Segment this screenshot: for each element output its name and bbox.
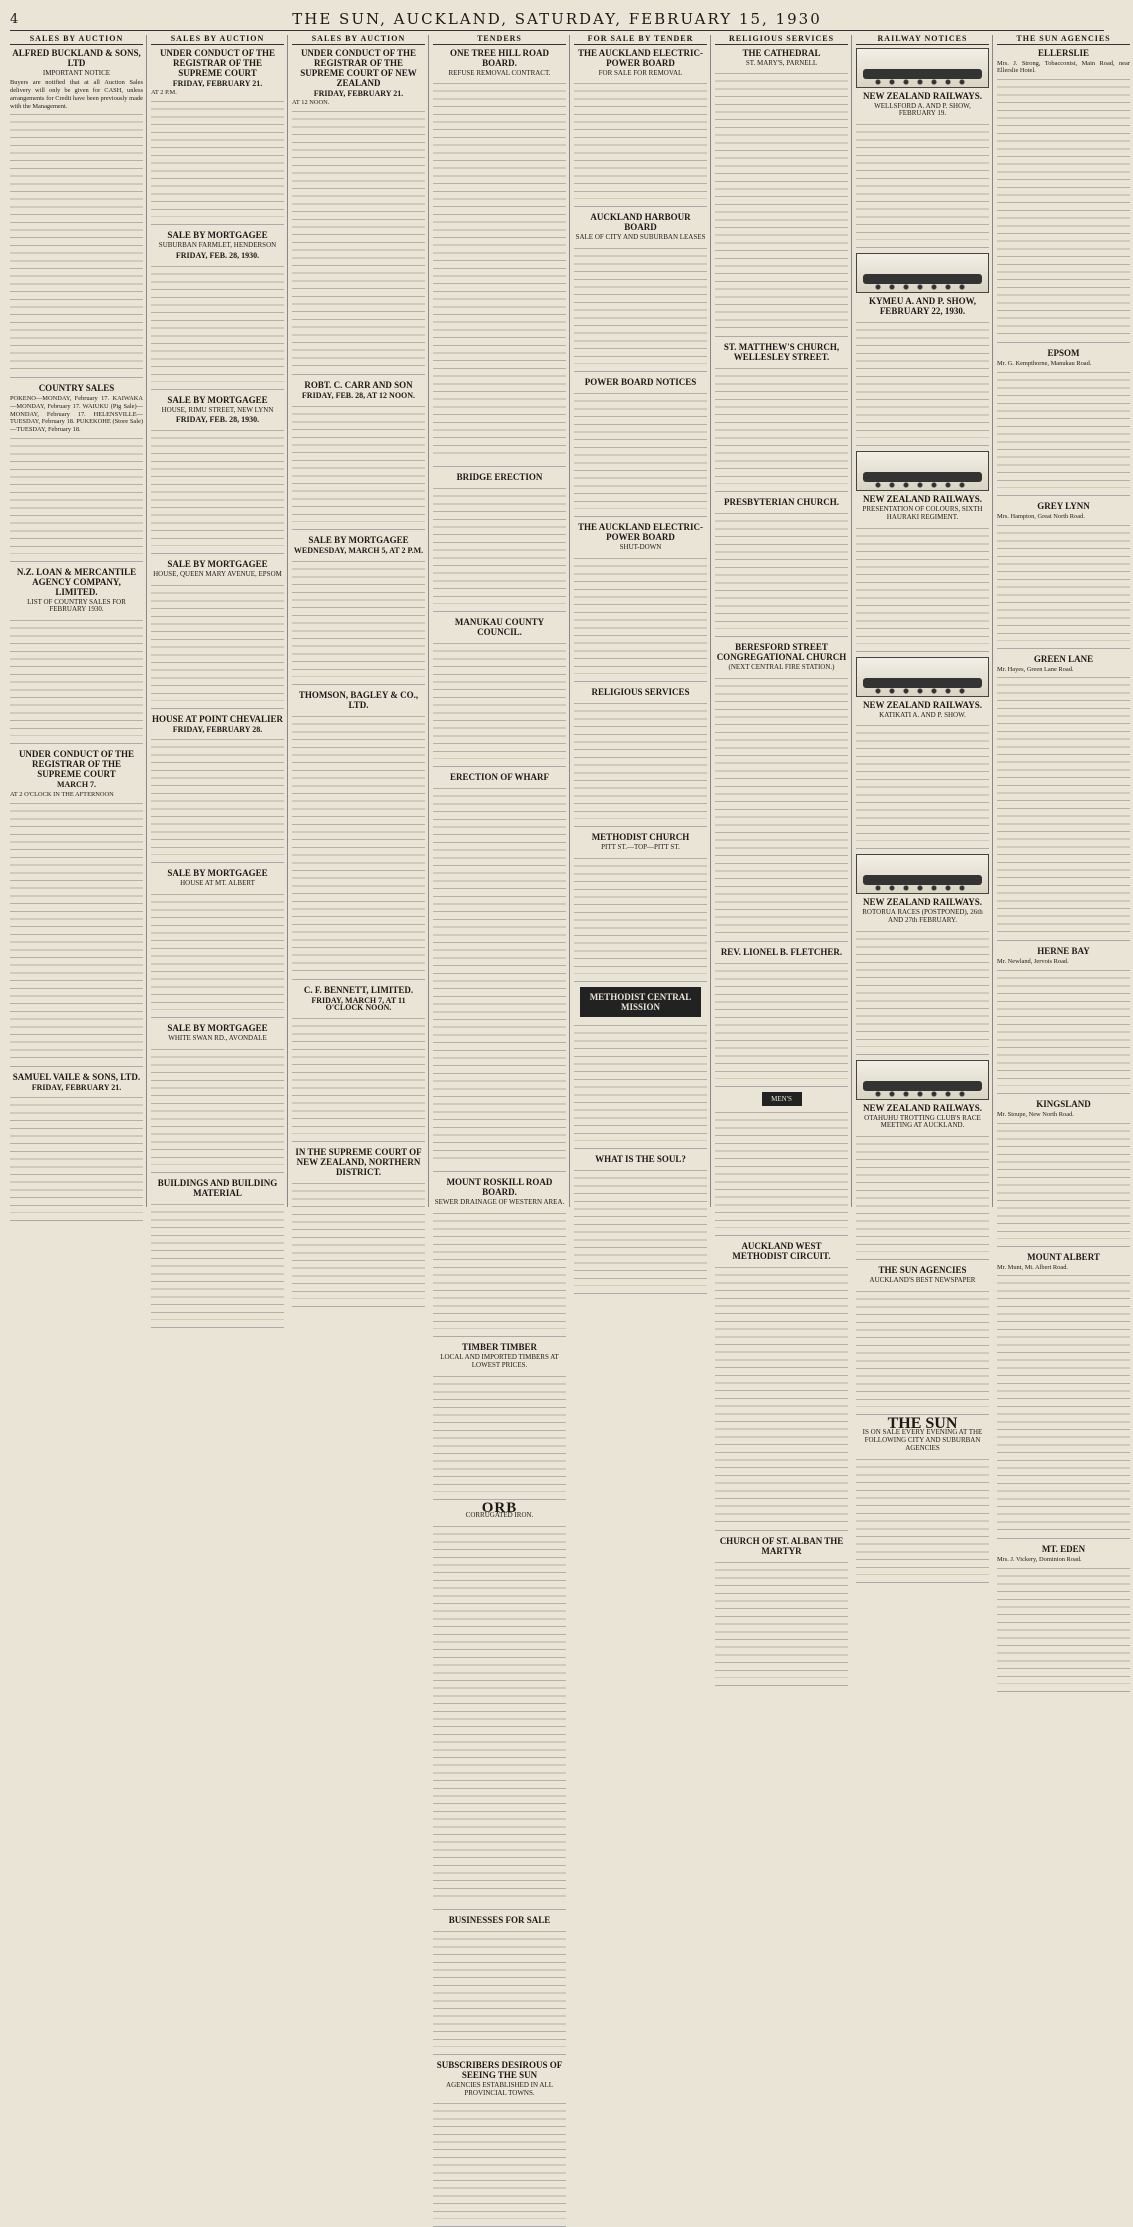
column-header: TENDERS	[433, 35, 566, 45]
ad-heading: SAMUEL VAILE & SONS, LTD.	[12, 1071, 141, 1082]
advertisement	[151, 1023, 284, 1173]
advertisement	[292, 985, 425, 1142]
ad-heading: AUCKLAND HARBOUR BOARD	[590, 212, 691, 233]
ad-subheading: AUCKLAND'S BEST NEWSPAPER	[869, 1276, 976, 1285]
ad-heading: THOMSON, BAGLEY & CO., LTD.	[298, 689, 419, 710]
fine-print-block	[151, 262, 284, 382]
ad-heading: ST. MATTHEW'S CHURCH, WELLESLEY STREET.	[723, 342, 840, 363]
ad-heading: MOUNT ALBERT	[1027, 1251, 1100, 1262]
advertisement	[433, 617, 566, 767]
fine-print-block	[433, 784, 566, 1164]
ad-heading: THE SUN AGENCIES	[878, 1265, 967, 1276]
fine-print-block	[856, 927, 989, 1047]
ad-body-text: Mrs. Hampton, Great North Road.	[997, 512, 1085, 520]
ad-subheading: WHITE SWAN RD., AVONDALE	[168, 1034, 267, 1043]
fine-print-block	[10, 616, 143, 736]
advertisement	[997, 48, 1130, 343]
fine-print-block	[715, 364, 848, 484]
fine-print-block	[715, 69, 848, 329]
ad-heading: BUILDINGS AND BUILDING MATERIAL	[157, 1177, 278, 1198]
fine-print-block	[433, 1372, 566, 1492]
column-header: RELIGIOUS SERVICES	[715, 35, 848, 45]
ad-subheading: (NEXT CENTRAL FIRE STATION.)	[728, 663, 835, 672]
ad-body-text: Mr. G. Kempthorne, Manukau Road.	[997, 360, 1092, 368]
locomotive-illustration	[856, 854, 989, 894]
fine-print-block	[715, 1558, 848, 1678]
ad-heading: MOUNT ROSKILL ROAD BOARD.	[446, 1177, 553, 1198]
fine-print-block	[433, 1522, 566, 1902]
ad-heading: IN THE SUPREME COURT OF NEW ZEALAND, NORTHERN DISTRICT.	[295, 1146, 422, 1177]
ad-body-text: AT 2 P.M.	[151, 89, 177, 97]
ad-body-text: AT 2 O'CLOCK IN THE AFTERNOON	[10, 790, 114, 798]
ad-heading: METHODIST CENTRAL MISSION	[580, 987, 701, 1017]
ad-subheading: LIST OF COUNTRY SALES FOR FEBRUARY 1930.	[27, 597, 126, 614]
ad-body-text: Mr. Newland, Jervois Road.	[997, 958, 1069, 966]
fine-print-block	[10, 110, 143, 370]
advertisement	[433, 1177, 566, 1337]
ad-subheading: SEWER DRAINAGE OF WESTERN AREA.	[434, 1198, 565, 1207]
fine-print-block	[574, 554, 707, 674]
ad-date: FRIDAY, MARCH 7, AT 11 O'CLOCK NOON.	[311, 995, 406, 1013]
ad-heading: POWER BOARD NOTICES	[584, 377, 697, 388]
ad-heading: THE AUCKLAND ELECTRIC-POWER BOARD	[577, 522, 704, 543]
ad-body-text: Mr. Stoupe, New North Road.	[997, 1110, 1074, 1118]
advertisement	[997, 348, 1130, 496]
ad-heading: NEW ZEALAND RAILWAYS.	[863, 699, 982, 710]
fine-print-block	[574, 1166, 707, 1286]
fine-print-block	[292, 557, 425, 677]
ad-subheading: LOCAL AND IMPORTED TIMBERS AT LOWEST PRICES.	[440, 1353, 559, 1369]
fine-print-block	[151, 1200, 284, 1320]
ad-subheading: KATIKATI A. AND P. SHOW.	[879, 710, 966, 719]
ad-heading: SALE BY MORTGAGEE	[167, 230, 268, 241]
ad-body-text: Mrs. J. Vickery, Dominion Road.	[997, 1556, 1082, 1564]
locomotive-illustration	[856, 48, 989, 88]
advertisement	[151, 1178, 284, 1328]
ad-subheading: FOR SALE FOR REMOVAL	[598, 68, 683, 77]
advertisement	[715, 497, 848, 637]
advertisement	[433, 1342, 566, 1499]
fine-print-block	[574, 854, 707, 974]
advertisement	[856, 657, 989, 850]
advertisement	[151, 230, 284, 389]
fine-print-block	[10, 799, 143, 1059]
ad-heading: RELIGIOUS SERVICES	[591, 686, 690, 697]
column-header: SALES BY AUCTION	[292, 35, 425, 45]
advertisement	[433, 472, 566, 612]
column-header: SALES BY AUCTION	[151, 35, 284, 45]
ad-subheading: HOUSE, QUEEN MARY AVENUE, EPSOM	[153, 569, 282, 578]
advertisement	[292, 1147, 425, 1307]
fine-print-block	[715, 1108, 848, 1228]
ad-heading: SUBSCRIBERS DESIROUS OF SEEING THE SUN	[436, 2059, 563, 2080]
ad-body-text: POKENO—MONDAY, February 17. KAIWAKA—MONDAY, February 17. WAIUKU (Pig Sale)—MONDAY, February 17. HELENSVILLE—TUESDAY, February 18. PUKEKOHE (Store Sale)—TUESDAY, February 18.	[10, 395, 143, 434]
fine-print-block	[433, 1209, 566, 1329]
ad-subheading: ST. MARY'S, PARNELL	[745, 58, 818, 67]
ad-heading: SALE BY MORTGAGEE	[167, 868, 268, 879]
ad-heading: UNDER CONDUCT OF THE REGISTRAR OF THE SUPREME COURT	[159, 47, 276, 78]
advertisement	[151, 559, 284, 709]
advertisement	[151, 395, 284, 554]
ad-heading: HERNE BAY	[1037, 946, 1090, 957]
fine-print-block	[997, 75, 1130, 335]
fine-print-block	[574, 389, 707, 509]
ad-heading: ROBT. C. CARR AND SON	[304, 380, 413, 391]
fine-print-block	[574, 79, 707, 199]
fine-print-block	[292, 1179, 425, 1299]
column-8	[997, 34, 1133, 1564]
advertisement	[856, 253, 989, 446]
ad-subheading: OTAHUHU TROTTING CLUB'S RACE MEETING AT AUCKLAND.	[864, 1113, 981, 1130]
advertisement	[292, 690, 425, 980]
column-6	[715, 34, 852, 1557]
advertisement	[997, 946, 1130, 1094]
fine-print-block	[292, 712, 425, 972]
advertisement	[856, 451, 989, 651]
advertisement	[433, 772, 566, 1172]
ad-heading: ERECTION OF WHARF	[449, 772, 549, 783]
ad-date: FRIDAY, FEBRUARY 28.	[172, 724, 263, 734]
column-header: THE SUN AGENCIES	[997, 35, 1130, 45]
ad-body-text: Mrs. J. Strong, Tobacconist, Main Road, near Ellerslie Hotel.	[997, 59, 1130, 75]
advertisement	[151, 714, 284, 864]
fine-print-block	[715, 674, 848, 934]
fine-print-block	[856, 1287, 989, 1407]
locomotive-illustration	[856, 1060, 989, 1100]
newspaper-title: THE SUN, AUCKLAND, SATURDAY, FEBRUARY 15, 1930	[292, 10, 822, 28]
fine-print-block	[292, 107, 425, 367]
advertisement	[433, 2060, 566, 2227]
advertisement	[574, 212, 707, 372]
advertisement	[433, 1499, 566, 1910]
fine-print-block	[997, 1271, 1130, 1531]
fine-print-block	[997, 368, 1130, 488]
ad-subheading: SUBURBAN FARMLET, HENDERSON	[158, 241, 277, 250]
advertisement	[997, 1252, 1130, 1540]
fine-print-block	[715, 959, 848, 1079]
advertisement	[856, 1060, 989, 1260]
ad-date: FRIDAY, FEBRUARY 21.	[313, 88, 404, 98]
ad-subheading: PRESENTATION OF COLOURS, SIXTH HAURAKI REGIMENT.	[862, 505, 983, 521]
advertisement	[574, 832, 707, 982]
ad-subheading: SHUT-DOWN	[619, 543, 662, 552]
locomotive-illustration	[856, 451, 989, 491]
column-3	[292, 35, 429, 1207]
advertisement	[715, 947, 848, 1087]
ad-subheading: AGENCIES ESTABLISHED IN ALL PROVINCIAL TOWNS.	[446, 2080, 553, 2097]
fine-print-block	[574, 699, 707, 819]
ad-subheading: CORRUGATED IRON.	[465, 1511, 534, 1520]
advertisement	[574, 522, 707, 682]
fine-print-block	[856, 318, 989, 438]
ad-heading: MT. EDEN	[1041, 1544, 1086, 1555]
ad-date: FRIDAY, FEB. 28, AT 12 NOON.	[301, 391, 416, 401]
ad-date: MARCH 7.	[56, 780, 97, 790]
fine-print-block	[151, 581, 284, 701]
advertisement	[292, 535, 425, 685]
ad-heading: UNDER CONDUCT OF THE REGISTRAR OF THE SUPREME COURT OF NEW ZEALAND	[300, 47, 417, 88]
fine-print-block	[433, 79, 566, 459]
masthead	[10, 8, 1104, 31]
ad-heading: ALFRED BUCKLAND & SONS, LTD	[12, 47, 141, 68]
fine-print-block	[433, 2099, 566, 2219]
ad-heading: C. F. BENNETT, LIMITED.	[303, 984, 414, 995]
ad-heading: HOUSE AT POINT CHEVALIER	[151, 713, 284, 724]
advertisement	[856, 854, 989, 1054]
fine-print-block	[292, 402, 425, 522]
ad-heading: THE CATHEDRAL	[742, 47, 821, 58]
advertisement	[10, 567, 143, 744]
ad-heading: SALE BY MORTGAGEE	[167, 558, 268, 569]
ad-body-text: AT 12 NOON.	[292, 99, 330, 107]
advertisement	[433, 48, 566, 468]
ad-heading: ORB	[481, 1499, 518, 1516]
column-7	[856, 34, 993, 1452]
column-header: RAILWAY NOTICES	[856, 35, 989, 45]
ad-heading: SALE BY MORTGAGEE	[167, 1023, 268, 1034]
ad-subheading: PITT ST.—TOP—PITT ST.	[601, 842, 680, 851]
ad-date: FRIDAY, FEB. 28, 1930.	[175, 415, 260, 425]
advertisement	[715, 642, 848, 942]
advertisement	[715, 1092, 848, 1236]
fine-print-block	[856, 1132, 989, 1252]
advertisement	[574, 48, 707, 208]
fine-print-block	[151, 1045, 284, 1165]
column-2	[151, 35, 288, 1207]
ad-date: FRIDAY, FEBRUARY 21.	[172, 78, 263, 88]
page-number: 4	[10, 11, 19, 27]
fine-print-block	[856, 524, 989, 644]
locomotive-illustration	[856, 253, 989, 293]
column-header: SALES BY AUCTION	[10, 35, 143, 45]
ad-subheading: HOUSE AT MT. ALBERT	[180, 879, 255, 888]
ad-heading: REV. LIONEL B. FLETCHER.	[720, 947, 843, 958]
ad-subheading: IMPORTANT NOTICE	[42, 68, 111, 77]
ad-heading: CHURCH OF ST. ALBAN THE MARTYR	[719, 1536, 844, 1557]
ad-subheading: ROTORUA RACES (POSTPONED), 26th AND 27th FEBRUARY.	[862, 908, 983, 924]
advertisement	[715, 1241, 848, 1531]
advertisement	[715, 1536, 848, 1686]
fine-print-block	[997, 1119, 1130, 1239]
ad-heading: GREY LYNN	[1037, 500, 1090, 511]
ad-date: FRIDAY, FEB. 28, 1930.	[175, 250, 260, 260]
ad-heading: EPSOM	[1047, 348, 1080, 359]
ad-subheading: SALE OF CITY AND SUBURBAN LEASES	[575, 233, 706, 242]
ad-heading: NEW ZEALAND RAILWAYS.	[863, 897, 982, 908]
fine-print-block	[997, 521, 1130, 641]
advertisement	[856, 48, 989, 248]
fine-print-block	[715, 509, 848, 629]
advertisement	[574, 1154, 707, 1294]
column-1	[10, 35, 147, 1207]
locomotive-illustration	[856, 657, 989, 697]
fine-print-block	[433, 1927, 566, 2047]
advertisement	[10, 749, 143, 1066]
ad-heading: COUNTRY SALES	[38, 383, 115, 394]
advertisement	[856, 1265, 989, 1415]
fine-print-block	[433, 484, 566, 604]
advertisement	[997, 1544, 1130, 1692]
ad-heading: METHODIST CHURCH	[591, 831, 690, 842]
advertisement	[433, 1915, 566, 2055]
advertisement	[997, 1099, 1130, 1247]
ad-heading: BUSINESSES FOR SALE	[448, 1914, 551, 1925]
advertisement	[997, 654, 1130, 942]
ad-heading: NEW ZEALAND RAILWAYS.	[863, 1102, 982, 1113]
ad-heading: NEW ZEALAND RAILWAYS.	[863, 90, 982, 101]
advertisement	[856, 1414, 989, 1583]
fine-print-block	[997, 966, 1130, 1086]
column-5	[574, 35, 711, 1207]
column-area	[10, 34, 1130, 2097]
advertisement	[292, 380, 425, 530]
ad-heading: KINGSLAND	[1036, 1098, 1091, 1109]
advertisement	[715, 342, 848, 492]
fine-print-block	[10, 434, 143, 554]
advertisement	[10, 48, 143, 379]
ad-heading: AUCKLAND WEST METHODIST CIRCUIT.	[732, 1241, 831, 1262]
fine-print-block	[151, 735, 284, 855]
fine-print-block	[574, 244, 707, 364]
ad-heading: GREEN LANE	[1033, 653, 1094, 664]
fine-print-block	[151, 890, 284, 1010]
fine-print-block	[856, 721, 989, 841]
ad-subheading: WELLSFORD A. AND P. SHOW, FEBRUARY 19.	[874, 101, 971, 118]
ad-heading: WHAT IS THE SOUL?	[595, 1153, 686, 1164]
advertisement	[10, 1072, 143, 1222]
fine-print-block	[997, 673, 1130, 933]
ad-heading: BERESFORD STREET CONGREGATIONAL CHURCH	[716, 642, 847, 663]
advertisement	[574, 377, 707, 517]
ad-heading: MANUKAU COUNTY COUNCIL.	[454, 617, 545, 638]
ad-body-text: Mr. Munt, Mt. Albert Road.	[997, 1263, 1069, 1271]
fine-print-block	[856, 120, 989, 240]
advertisement	[574, 687, 707, 827]
ad-heading: KYMEU A. AND P. SHOW, FEBRUARY 22, 1930.	[868, 296, 977, 317]
ad-heading: ONE TREE HILL ROAD BOARD.	[449, 47, 550, 68]
fine-print-block	[151, 97, 284, 217]
advertisement	[151, 868, 284, 1018]
fine-print-block	[10, 1093, 143, 1213]
ad-heading: SALE BY MORTGAGEE	[167, 394, 268, 405]
ad-heading: THE SUN	[887, 1414, 958, 1432]
ad-body-text: Buyers are notified that at all Auction Sales delivery will only be given for CASH, unless arrangements for Credit have been previously made with the Management.	[10, 79, 143, 110]
ad-heading: TIMBER TIMBER	[461, 1342, 538, 1353]
ad-heading: BRIDGE ERECTION	[456, 472, 543, 483]
advertisement	[997, 501, 1130, 649]
advertisement	[292, 48, 425, 375]
column-header: FOR SALE BY TENDER	[574, 35, 707, 45]
ad-subheading: IS ON SALE EVERY EVENING AT THE FOLLOWING CITY AND SUBURBAN AGENCIES	[862, 1428, 983, 1452]
ad-heading: SALE BY MORTGAGEE	[308, 534, 409, 545]
ad-date: WEDNESDAY, MARCH 5, AT 2 P.M.	[293, 545, 424, 555]
fine-print-block	[715, 1263, 848, 1523]
ad-heading: ELLERSLIE	[1037, 47, 1090, 58]
ad-heading: N.Z. LOAN & MERCANTILE AGENCY COMPANY, LIMITED.	[16, 566, 137, 597]
ad-subheading: REFUSE REMOVAL CONTRACT.	[448, 68, 551, 77]
advertisement	[715, 48, 848, 338]
ad-body-text: Mr. Hayes, Green Lane Road.	[997, 665, 1074, 673]
fine-print-block	[433, 639, 566, 759]
fine-print-block	[997, 1564, 1130, 1684]
ad-heading: UNDER CONDUCT OF THE REGISTRAR OF THE SUPREME COURT	[18, 749, 135, 780]
fine-print-block	[574, 1021, 707, 1141]
ad-heading: MEN'S	[762, 1092, 802, 1106]
advertisement	[151, 48, 284, 225]
ad-heading: NEW ZEALAND RAILWAYS.	[863, 494, 982, 505]
advertisement	[574, 987, 707, 1149]
fine-print-block	[292, 1014, 425, 1134]
ad-date: FRIDAY, FEBRUARY 21.	[31, 1082, 122, 1092]
ad-heading: PRESBYTERIAN CHURCH.	[723, 497, 839, 508]
ad-subheading: HOUSE, RIMU STREET, NEW LYNN	[161, 405, 274, 414]
column-4	[433, 34, 570, 2097]
advertisement	[10, 383, 143, 562]
ad-heading: THE AUCKLAND ELECTRIC-POWER BOARD	[577, 47, 704, 68]
fine-print-block	[151, 426, 284, 546]
fine-print-block	[856, 1455, 989, 1575]
